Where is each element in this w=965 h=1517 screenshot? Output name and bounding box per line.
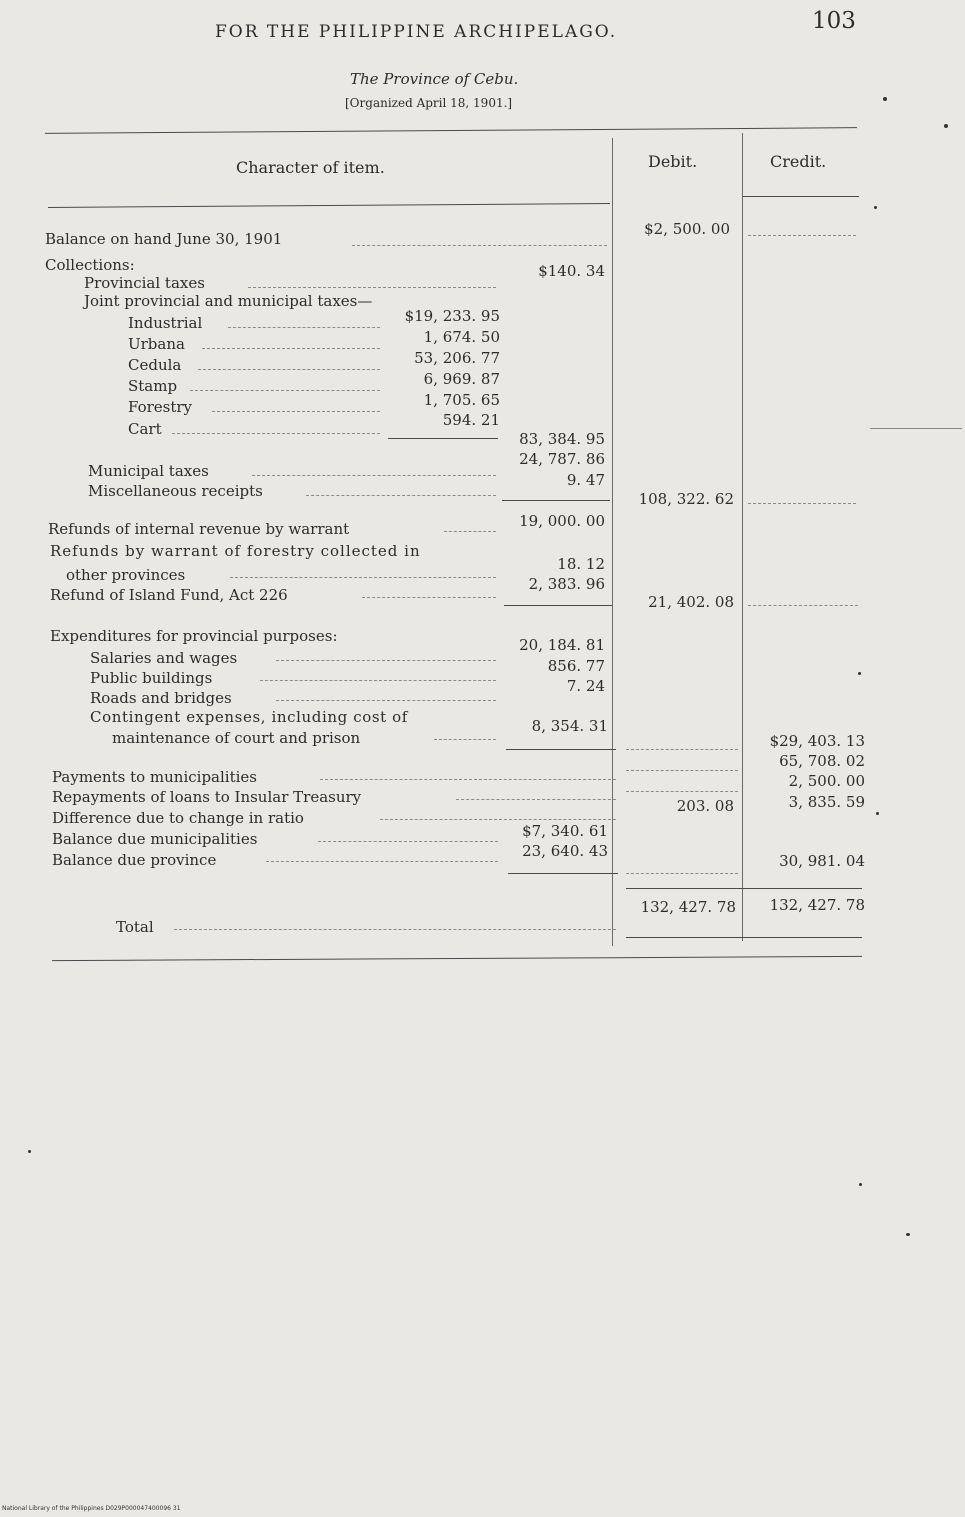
table-bottom-rule <box>52 956 862 961</box>
total-bottom-rule <box>626 937 862 938</box>
leader-dots <box>626 769 738 771</box>
margin-mark <box>870 428 962 429</box>
subtotal-value: 18. 12 <box>557 555 605 573</box>
table-top-rule <box>45 127 857 134</box>
row-label: maintenance of court and prison <box>112 729 361 747</box>
leader-dots <box>212 410 380 412</box>
subtotal-value: 19, 000. 00 <box>519 512 605 530</box>
row-label: Refunds of internal revenue by warrant <box>48 520 350 538</box>
detail-value: 1, 674. 50 <box>423 328 500 346</box>
speck-mark <box>28 1150 31 1153</box>
subtotal-value: 83, 384. 95 <box>519 430 605 448</box>
leader-dots <box>456 798 616 800</box>
row-label: Public buildings <box>90 669 213 687</box>
row-label: Payments to municipalities <box>52 768 257 786</box>
debit-value: $2, 500. 00 <box>644 220 730 238</box>
leader-dots <box>276 699 496 701</box>
speck-mark <box>906 1233 910 1236</box>
sum-rule <box>388 438 498 439</box>
speck-mark <box>883 97 887 101</box>
total-top-rule <box>626 888 862 889</box>
header-bottom-rule <box>48 203 610 208</box>
leader-dots <box>190 389 380 391</box>
debit-value: 21, 402. 08 <box>648 593 734 611</box>
row-label: Salaries and wages <box>90 649 238 667</box>
leader-dots <box>174 928 616 930</box>
total-label: Total <box>116 918 154 936</box>
leader-dots <box>230 576 496 578</box>
leader-dots <box>198 368 380 370</box>
leader-dots <box>248 286 496 288</box>
row-label: Repayments of loans to Insular Treasury <box>52 788 362 806</box>
detail-value: 1, 705. 65 <box>423 391 500 409</box>
detail-value: 594. 21 <box>442 411 500 429</box>
row-label: Roads and bridges <box>90 689 232 707</box>
speck-mark <box>876 812 879 815</box>
row-label: Forestry <box>128 398 193 416</box>
row-label: Joint provincial and municipal taxes— <box>84 292 373 310</box>
row-label: Contingent expenses, including cost of <box>90 708 408 726</box>
debit-value: 108, 322. 62 <box>638 490 734 508</box>
row-label: Municipal taxes <box>88 462 209 480</box>
credit-value: 30, 981. 04 <box>779 852 865 870</box>
row-label: other provinces <box>66 566 186 584</box>
column-header-credit: Credit. <box>770 152 827 171</box>
credit-value: $29, 403. 13 <box>769 732 865 750</box>
subtitle: The Province of Cebu. <box>350 70 519 88</box>
row-label: Industrial <box>128 314 203 332</box>
leader-dots <box>748 604 858 606</box>
debit-value: 203. 08 <box>676 797 734 815</box>
subtotal-value: $7, 340. 61 <box>522 822 608 840</box>
footer-credit: National Library of the Philippines D029P000047400096 31 <box>2 1505 181 1512</box>
credit-value: 2, 500. 00 <box>788 772 865 790</box>
leader-dots <box>626 790 738 792</box>
leader-dots <box>320 778 616 780</box>
subtotal-value: $140. 34 <box>538 262 605 280</box>
subtotal-value: 24, 787. 86 <box>519 450 605 468</box>
leader-dots <box>306 494 496 496</box>
speck-mark <box>859 1183 862 1186</box>
subtotal-value: 23, 640. 43 <box>522 842 608 860</box>
subtotal-value: 9. 47 <box>566 471 605 489</box>
subtotal-value: 2, 383. 96 <box>528 575 605 593</box>
leader-dots <box>228 326 380 328</box>
leader-dots <box>172 432 380 434</box>
leader-dots <box>380 818 616 820</box>
speck-mark <box>944 124 948 128</box>
row-label: Balance due province <box>52 851 217 869</box>
row-label: Urbana <box>128 335 185 353</box>
row-label: Difference due to change in ratio <box>52 809 304 827</box>
row-label: Cart <box>128 420 162 438</box>
organized-note: [Organized April 18, 1901.] <box>345 96 513 110</box>
total-credit: 132, 427. 78 <box>769 896 865 914</box>
leader-dots <box>352 244 607 246</box>
leader-dots <box>434 738 496 740</box>
row-label: Miscellaneous receipts <box>88 482 263 500</box>
leader-dots <box>748 502 856 504</box>
subtotal-value: 8, 354. 31 <box>531 717 608 735</box>
leader-dots <box>266 860 498 862</box>
leader-dots <box>252 474 496 476</box>
row-label: Provincial taxes <box>84 274 205 292</box>
sum-rule <box>506 749 616 750</box>
row-label: Collections: <box>45 256 135 274</box>
subtotal-value: 856. 77 <box>547 657 605 675</box>
leader-dots <box>444 530 496 532</box>
column-header-item: Character of item. <box>236 158 385 177</box>
detail-value: 6, 969. 87 <box>423 370 500 388</box>
leader-dots <box>626 872 738 874</box>
column-header-debit: Debit. <box>648 152 698 171</box>
leader-dots <box>318 840 498 842</box>
detail-value: 53, 206. 77 <box>414 349 500 367</box>
credit-left-rule <box>742 133 743 941</box>
row-label: Balance due municipalities <box>52 830 258 848</box>
row-label: Balance on hand June 30, 1901 <box>45 230 283 248</box>
leader-dots <box>362 596 496 598</box>
leader-dots <box>276 659 496 661</box>
sum-rule <box>508 873 618 874</box>
sum-rule <box>502 500 610 501</box>
row-label: Expenditures for provincial purposes: <box>50 627 338 645</box>
detail-value: $19, 233. 95 <box>404 307 500 325</box>
speck-mark <box>874 206 877 209</box>
credit-value: 65, 708. 02 <box>779 752 865 770</box>
leader-dots <box>626 748 738 750</box>
row-label: Stamp <box>128 377 178 395</box>
sum-rule <box>504 605 612 606</box>
leader-dots <box>748 234 856 236</box>
credit-header-rule <box>743 196 859 197</box>
row-label: Refunds by warrant of forestry collected in <box>50 542 421 560</box>
subtotal-value: 20, 184. 81 <box>519 636 605 654</box>
debit-left-rule <box>612 138 613 946</box>
total-debit: 132, 427. 78 <box>640 898 736 916</box>
speck-mark <box>858 672 861 675</box>
leader-dots <box>202 347 380 349</box>
row-label: Cedula <box>128 356 182 374</box>
subtotal-value: 7. 24 <box>566 677 605 695</box>
row-label: Refund of Island Fund, Act 226 <box>50 586 288 604</box>
running-title: FOR THE PHILIPPINE ARCHIPELAGO. <box>215 22 618 42</box>
credit-value: 3, 835. 59 <box>788 793 865 811</box>
page-number: 103 <box>812 8 856 34</box>
leader-dots <box>260 679 496 681</box>
